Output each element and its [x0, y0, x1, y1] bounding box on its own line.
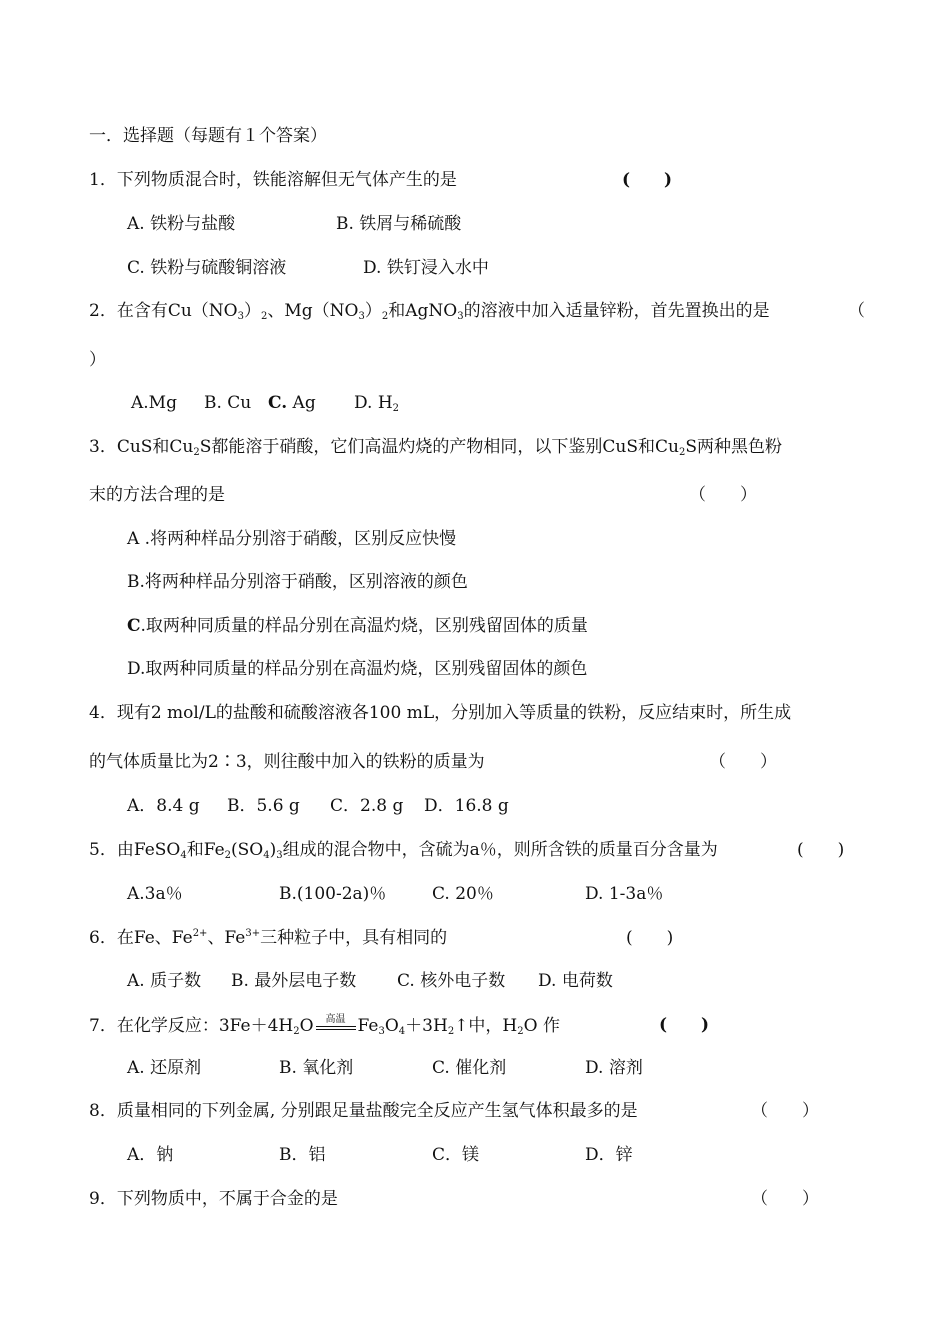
subscript: 2 — [293, 1026, 300, 1037]
text-run: O 作 — [523, 1016, 560, 1036]
option-b: B. Cu — [204, 393, 252, 413]
subscript: 3 — [457, 311, 464, 322]
text-run: ) — [269, 840, 277, 860]
answer-paren: （ ） — [689, 485, 757, 505]
option-b: B．5.6 g — [227, 796, 300, 816]
subscript: 2 — [193, 447, 200, 458]
option-text: D. H — [354, 393, 393, 413]
option-d: D. 电荷数 — [538, 971, 613, 991]
answer-paren-open: （ — [848, 301, 865, 321]
text-run: Fe — [357, 1016, 379, 1036]
option-text: Ag — [287, 393, 316, 413]
answer-paren: （ ） — [751, 1189, 819, 1209]
text-run: 的溶液中加入适量锌粉，首先置换出的是 — [463, 301, 770, 321]
answer-paren: ( ) — [626, 928, 674, 948]
equals-line-bottom — [316, 1029, 356, 1030]
subscript: 3 — [276, 850, 283, 861]
question-3 — [89, 437, 782, 457]
option-a: A．8.4 g — [127, 796, 200, 816]
option-c: C. 铁粉与硫酸铜溶液 — [127, 258, 287, 278]
answer-paren-close: ） — [89, 350, 106, 370]
question-number: 4． — [89, 703, 117, 723]
question-number: 6． — [89, 928, 117, 948]
text-run: ＋3H — [405, 1016, 448, 1036]
equals-line-top — [316, 1026, 356, 1027]
question-1 — [89, 170, 457, 190]
subscript: 2 — [678, 447, 686, 458]
subscript: 4 — [398, 1026, 406, 1037]
answer-paren: ( ) — [622, 170, 673, 190]
text-run: CuS和Cu — [116, 437, 194, 457]
question-9 — [89, 1189, 338, 1209]
question-number: 2． — [89, 301, 117, 321]
option-d: D．16.8 g — [424, 796, 509, 816]
option-d: D. 铁钉浸入水中 — [363, 258, 489, 278]
option-d: D．锌 — [585, 1145, 633, 1165]
question-text: 下列物质中，不属于合金的是 — [116, 1189, 338, 1209]
question-number: 7． — [89, 1016, 117, 1036]
subscript: 2 — [260, 311, 268, 322]
option-c: C．镁 — [432, 1145, 480, 1165]
subscript: 4 — [180, 850, 187, 861]
text-run: 、Mg（NO — [267, 301, 359, 321]
option-a: A .将两种样品分别溶于硝酸，区别反应快慢 — [127, 529, 457, 549]
option-a: A. 质子数 — [127, 971, 202, 991]
superscript: 3+ — [245, 928, 261, 939]
option-d: D. 1-3a％ — [585, 884, 664, 904]
text-run: ） — [364, 301, 382, 321]
option-letter: C — [127, 616, 141, 636]
text-run: 、Fe — [207, 928, 246, 948]
text-run: O — [299, 1016, 314, 1036]
option-letter: C. — [268, 393, 288, 413]
text-run: 和AgNO — [388, 301, 458, 321]
subscript: 2 — [224, 850, 232, 861]
option-b: B. 铁屑与稀硫酸 — [336, 214, 462, 234]
question-7 — [89, 1015, 560, 1036]
question-8 — [89, 1101, 638, 1121]
question-3-line-2: 末的方法合理的是 — [89, 485, 225, 505]
text-run: (SO — [231, 840, 264, 860]
question-2 — [89, 301, 770, 321]
option-a: A. 铁粉与盐酸 — [127, 214, 236, 234]
answer-paren: ( ) — [797, 840, 845, 860]
reaction-condition-label: 高温 — [325, 1014, 346, 1025]
option-c: C．2.8 g — [330, 796, 404, 816]
reaction-condition-arrow — [316, 1015, 356, 1033]
option-b: B.(100-2a)％ — [279, 884, 387, 904]
option-c — [127, 616, 588, 636]
option-a: A.Mg — [131, 393, 177, 413]
question-number: 1． — [89, 170, 117, 190]
option-a: A. 还原剂 — [127, 1058, 202, 1078]
subscript: 4 — [263, 850, 270, 861]
subscript: 3 — [237, 311, 244, 322]
text-run: 由FeSO — [116, 840, 181, 860]
option-d — [354, 393, 399, 413]
text-run: 三种粒子中，具有相同的 — [260, 928, 448, 948]
text-run: 在Fe、Fe — [116, 928, 193, 948]
text-run: S两种黑色粉 — [685, 437, 782, 457]
text-run: 组成的混合物中，含硫为a％，则所含铁的质量百分含量为 — [282, 840, 718, 860]
subscript: 2 — [392, 403, 400, 414]
option-c: C. 20％ — [432, 884, 494, 904]
question-6 — [89, 928, 447, 948]
question-number: 8． — [89, 1101, 117, 1121]
subscript: 2 — [381, 311, 389, 322]
section-title: 一．选择题（每题有１个答案） — [89, 126, 327, 146]
option-b: B.将两种样品分别溶于硝酸，区别溶液的颜色 — [127, 572, 468, 592]
superscript: 2+ — [192, 928, 208, 939]
text-run: S都能溶于硝酸，它们高温灼烧的产物相同，以下鉴别CuS和Cu — [199, 437, 679, 457]
option-c — [268, 393, 316, 413]
option-c: C. 催化剂 — [432, 1058, 507, 1078]
text-run: 和Fe — [186, 840, 225, 860]
option-d: D. 溶剂 — [585, 1058, 643, 1078]
question-text: 下列物质混合时，铁能溶解但无气体产生的是 — [116, 170, 457, 190]
text-run: ） — [243, 301, 261, 321]
option-a: A．钠 — [127, 1145, 174, 1165]
question-4 — [89, 703, 791, 723]
option-b: B. 最外层电子数 — [231, 971, 357, 991]
option-c: C. 核外电子数 — [397, 971, 506, 991]
subscript: 3 — [378, 1026, 385, 1037]
subscript: 3 — [358, 311, 365, 322]
question-number: 9． — [89, 1189, 117, 1209]
question-text: 质量相同的下列金属, 分别跟足量盐酸完全反应产生氢气体积最多的是 — [116, 1101, 638, 1121]
subscript: 2 — [517, 1026, 524, 1037]
answer-paren: （ ） — [751, 1101, 819, 1121]
question-text: 现有2 mol/L的盐酸和硫酸溶液各100 mL，分别加入等质量的铁粉，反应结束时，所生成 — [116, 703, 792, 723]
option-a: A.3a％ — [127, 884, 183, 904]
option-text: .取两种同质量的样品分别在高温灼烧，区别残留固体的质量 — [140, 616, 588, 636]
text-run: 在含有Cu（NO — [116, 301, 238, 321]
answer-paren: （ ） — [709, 752, 777, 772]
question-number: 5． — [89, 840, 117, 860]
text-run: O — [384, 1016, 399, 1036]
question-5 — [89, 840, 718, 860]
subscript: 2 — [447, 1026, 455, 1037]
option-d: D.取两种同质量的样品分别在高温灼烧，区别残留固体的颜色 — [127, 659, 588, 679]
answer-paren: ( ) — [659, 1015, 710, 1035]
text-run: 在化学反应：3Fe＋4H — [116, 1016, 294, 1036]
question-number: 3． — [89, 437, 117, 457]
question-4-line-2: 的气体质量比为2∶3，则往酸中加入的铁粉的质量为 — [89, 752, 485, 772]
text-run: ↑中，H — [454, 1016, 518, 1036]
option-b: B. 氧化剂 — [279, 1058, 354, 1078]
option-b: B．铝 — [279, 1145, 326, 1165]
